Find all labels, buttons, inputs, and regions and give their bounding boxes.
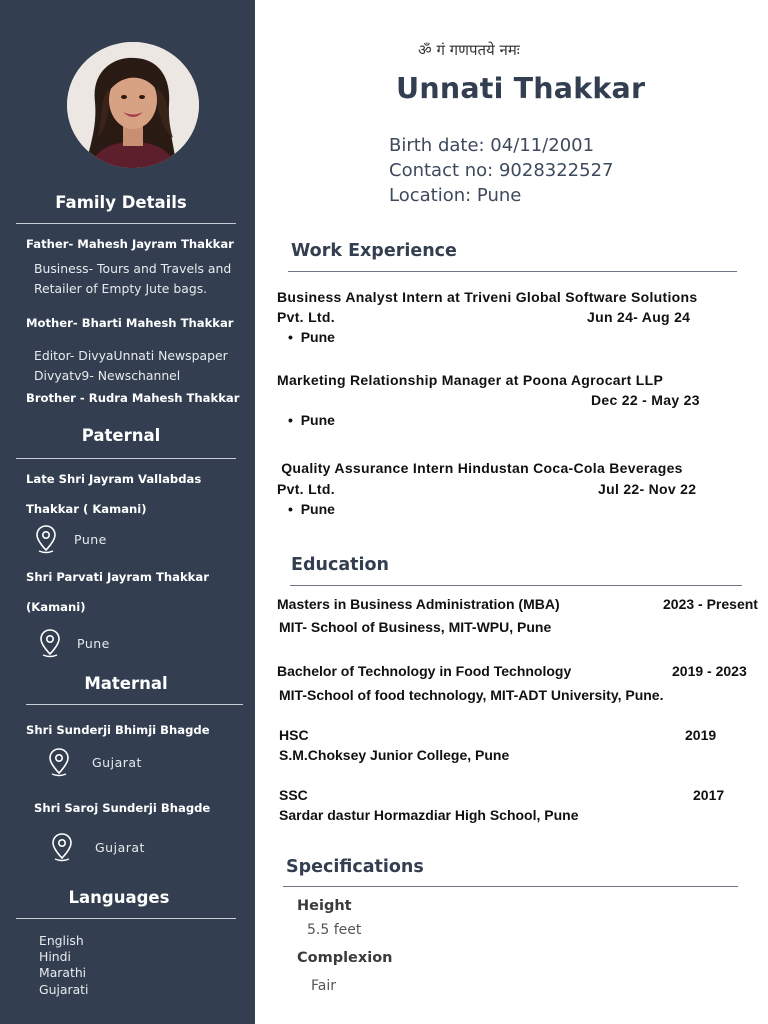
divider bbox=[26, 704, 243, 705]
father-name: Father- Mahesh Jayram Thakkar bbox=[26, 237, 234, 251]
mother-work-line1: Editor- DivyaUnnati Newspaper bbox=[34, 348, 228, 363]
job-title-line1: Business Analyst Intern at Triveni Global Software Solutions bbox=[277, 289, 698, 305]
specifications-heading: Specifications bbox=[286, 857, 424, 877]
candidate-name: Unnati Thakkar bbox=[396, 72, 646, 105]
map-pin-icon bbox=[50, 832, 74, 862]
complexion-value: Fair bbox=[311, 978, 336, 994]
job-location-text: Pune bbox=[300, 501, 335, 517]
location: Location: Pune bbox=[389, 185, 522, 206]
paternal-grandmother-line2: (Kamani) bbox=[26, 600, 86, 614]
maternal-grandfather: Shri Sunderji Bhimji Bhagde bbox=[26, 723, 210, 737]
education-years: 2019 bbox=[685, 727, 717, 743]
education-degree: Bachelor of Technology in Food Technology bbox=[277, 663, 572, 679]
map-pin-icon bbox=[47, 747, 71, 777]
height-label: Height bbox=[297, 898, 352, 914]
education-years: 2019 - 2023 bbox=[672, 663, 747, 679]
father-business-line1: Business- Tours and Travels and bbox=[34, 261, 232, 276]
language-item: Marathi bbox=[39, 965, 87, 980]
brother-name: Brother - Rudra Mahesh Thakkar bbox=[26, 391, 240, 405]
divider bbox=[16, 458, 236, 459]
job-location-text: Pune bbox=[300, 329, 335, 345]
job-location-text: Pune bbox=[300, 412, 335, 428]
language-item: Hindi bbox=[39, 949, 71, 964]
job-title-line1: Marketing Relationship Manager at Poona Agrocart LLP bbox=[277, 372, 664, 388]
education-school: Sardar dastur Hormazdiar High School, Pune bbox=[279, 807, 579, 823]
education-degree: Masters in Business Administration (MBA) bbox=[277, 596, 560, 612]
paternal-grandmother-line1: Shri Parvati Jayram Thakkar bbox=[26, 570, 209, 584]
father-business-line2: Retailer of Empty Jute bags. bbox=[34, 281, 208, 296]
complexion-label: Complexion bbox=[297, 950, 393, 966]
maternal-grandmother: Shri Saroj Sunderji Bhagde bbox=[34, 801, 211, 815]
height-value: 5.5 feet bbox=[307, 922, 362, 938]
maternal-grandmother-location: Gujarat bbox=[95, 840, 145, 855]
language-item: English bbox=[39, 933, 84, 948]
paternal-grandfather-location: Pune bbox=[74, 532, 107, 547]
profile-photo bbox=[67, 42, 199, 168]
maternal-grandfather-location: Gujarat bbox=[92, 755, 142, 770]
education-years: 2017 bbox=[693, 787, 725, 803]
job-dates: Jun 24- Aug 24 bbox=[587, 309, 691, 325]
job-title-line2: Pvt. Ltd. bbox=[277, 481, 335, 497]
paternal-grandfather-line2: Thakkar ( Kamani) bbox=[26, 502, 147, 516]
divider bbox=[283, 886, 738, 887]
education-heading: Education bbox=[291, 555, 389, 575]
job-dates: Jul 22- Nov 22 bbox=[598, 481, 697, 497]
family-details-heading: Family Details bbox=[55, 193, 187, 212]
maternal-heading: Maternal bbox=[84, 674, 168, 693]
language-item: Gujarati bbox=[39, 982, 89, 997]
divider bbox=[16, 223, 236, 224]
languages-heading: Languages bbox=[68, 888, 170, 907]
map-pin-icon bbox=[34, 524, 58, 554]
paternal-grandmother-location: Pune bbox=[77, 636, 110, 651]
map-pin-icon bbox=[38, 628, 62, 658]
education-years: 2023 - Present bbox=[663, 596, 758, 612]
avatar bbox=[67, 42, 199, 168]
paternal-grandfather-line1: Late Shri Jayram Vallabdas bbox=[26, 472, 202, 486]
education-degree: HSC bbox=[279, 727, 309, 743]
paternal-heading: Paternal bbox=[81, 426, 161, 445]
education-degree: SSC bbox=[279, 787, 308, 803]
contact-number: Contact no: 9028322527 bbox=[389, 160, 614, 181]
mantra: ॐ गं गणपतये नमः bbox=[418, 41, 520, 59]
mother-name: Mother- Bharti Mahesh Thakkar bbox=[26, 316, 234, 330]
job-title-line2: Pvt. Ltd. bbox=[277, 309, 335, 325]
education-school: MIT- School of Business, MIT-WPU, Pune bbox=[279, 619, 552, 635]
job-location: • Pune bbox=[288, 412, 335, 428]
work-experience-heading: Work Experience bbox=[291, 241, 457, 261]
birth-date: Birth date: 04/11/2001 bbox=[389, 135, 595, 156]
education-school: MIT-School of food technology, MIT-ADT University, Pune. bbox=[279, 687, 664, 703]
job-location: • Pune bbox=[288, 329, 335, 345]
education-school: S.M.Choksey Junior College, Pune bbox=[279, 747, 510, 763]
sidebar bbox=[0, 0, 255, 1024]
job-location: • Pune bbox=[288, 501, 335, 517]
divider bbox=[290, 585, 742, 586]
job-dates: Dec 22 - May 23 bbox=[591, 392, 700, 408]
divider bbox=[16, 918, 236, 919]
mother-work-line2: Divyatv9- Newschannel bbox=[34, 368, 181, 383]
divider bbox=[288, 271, 737, 272]
job-title-line1: Quality Assurance Intern Hindustan Coca-Cola Beverages bbox=[277, 460, 683, 476]
